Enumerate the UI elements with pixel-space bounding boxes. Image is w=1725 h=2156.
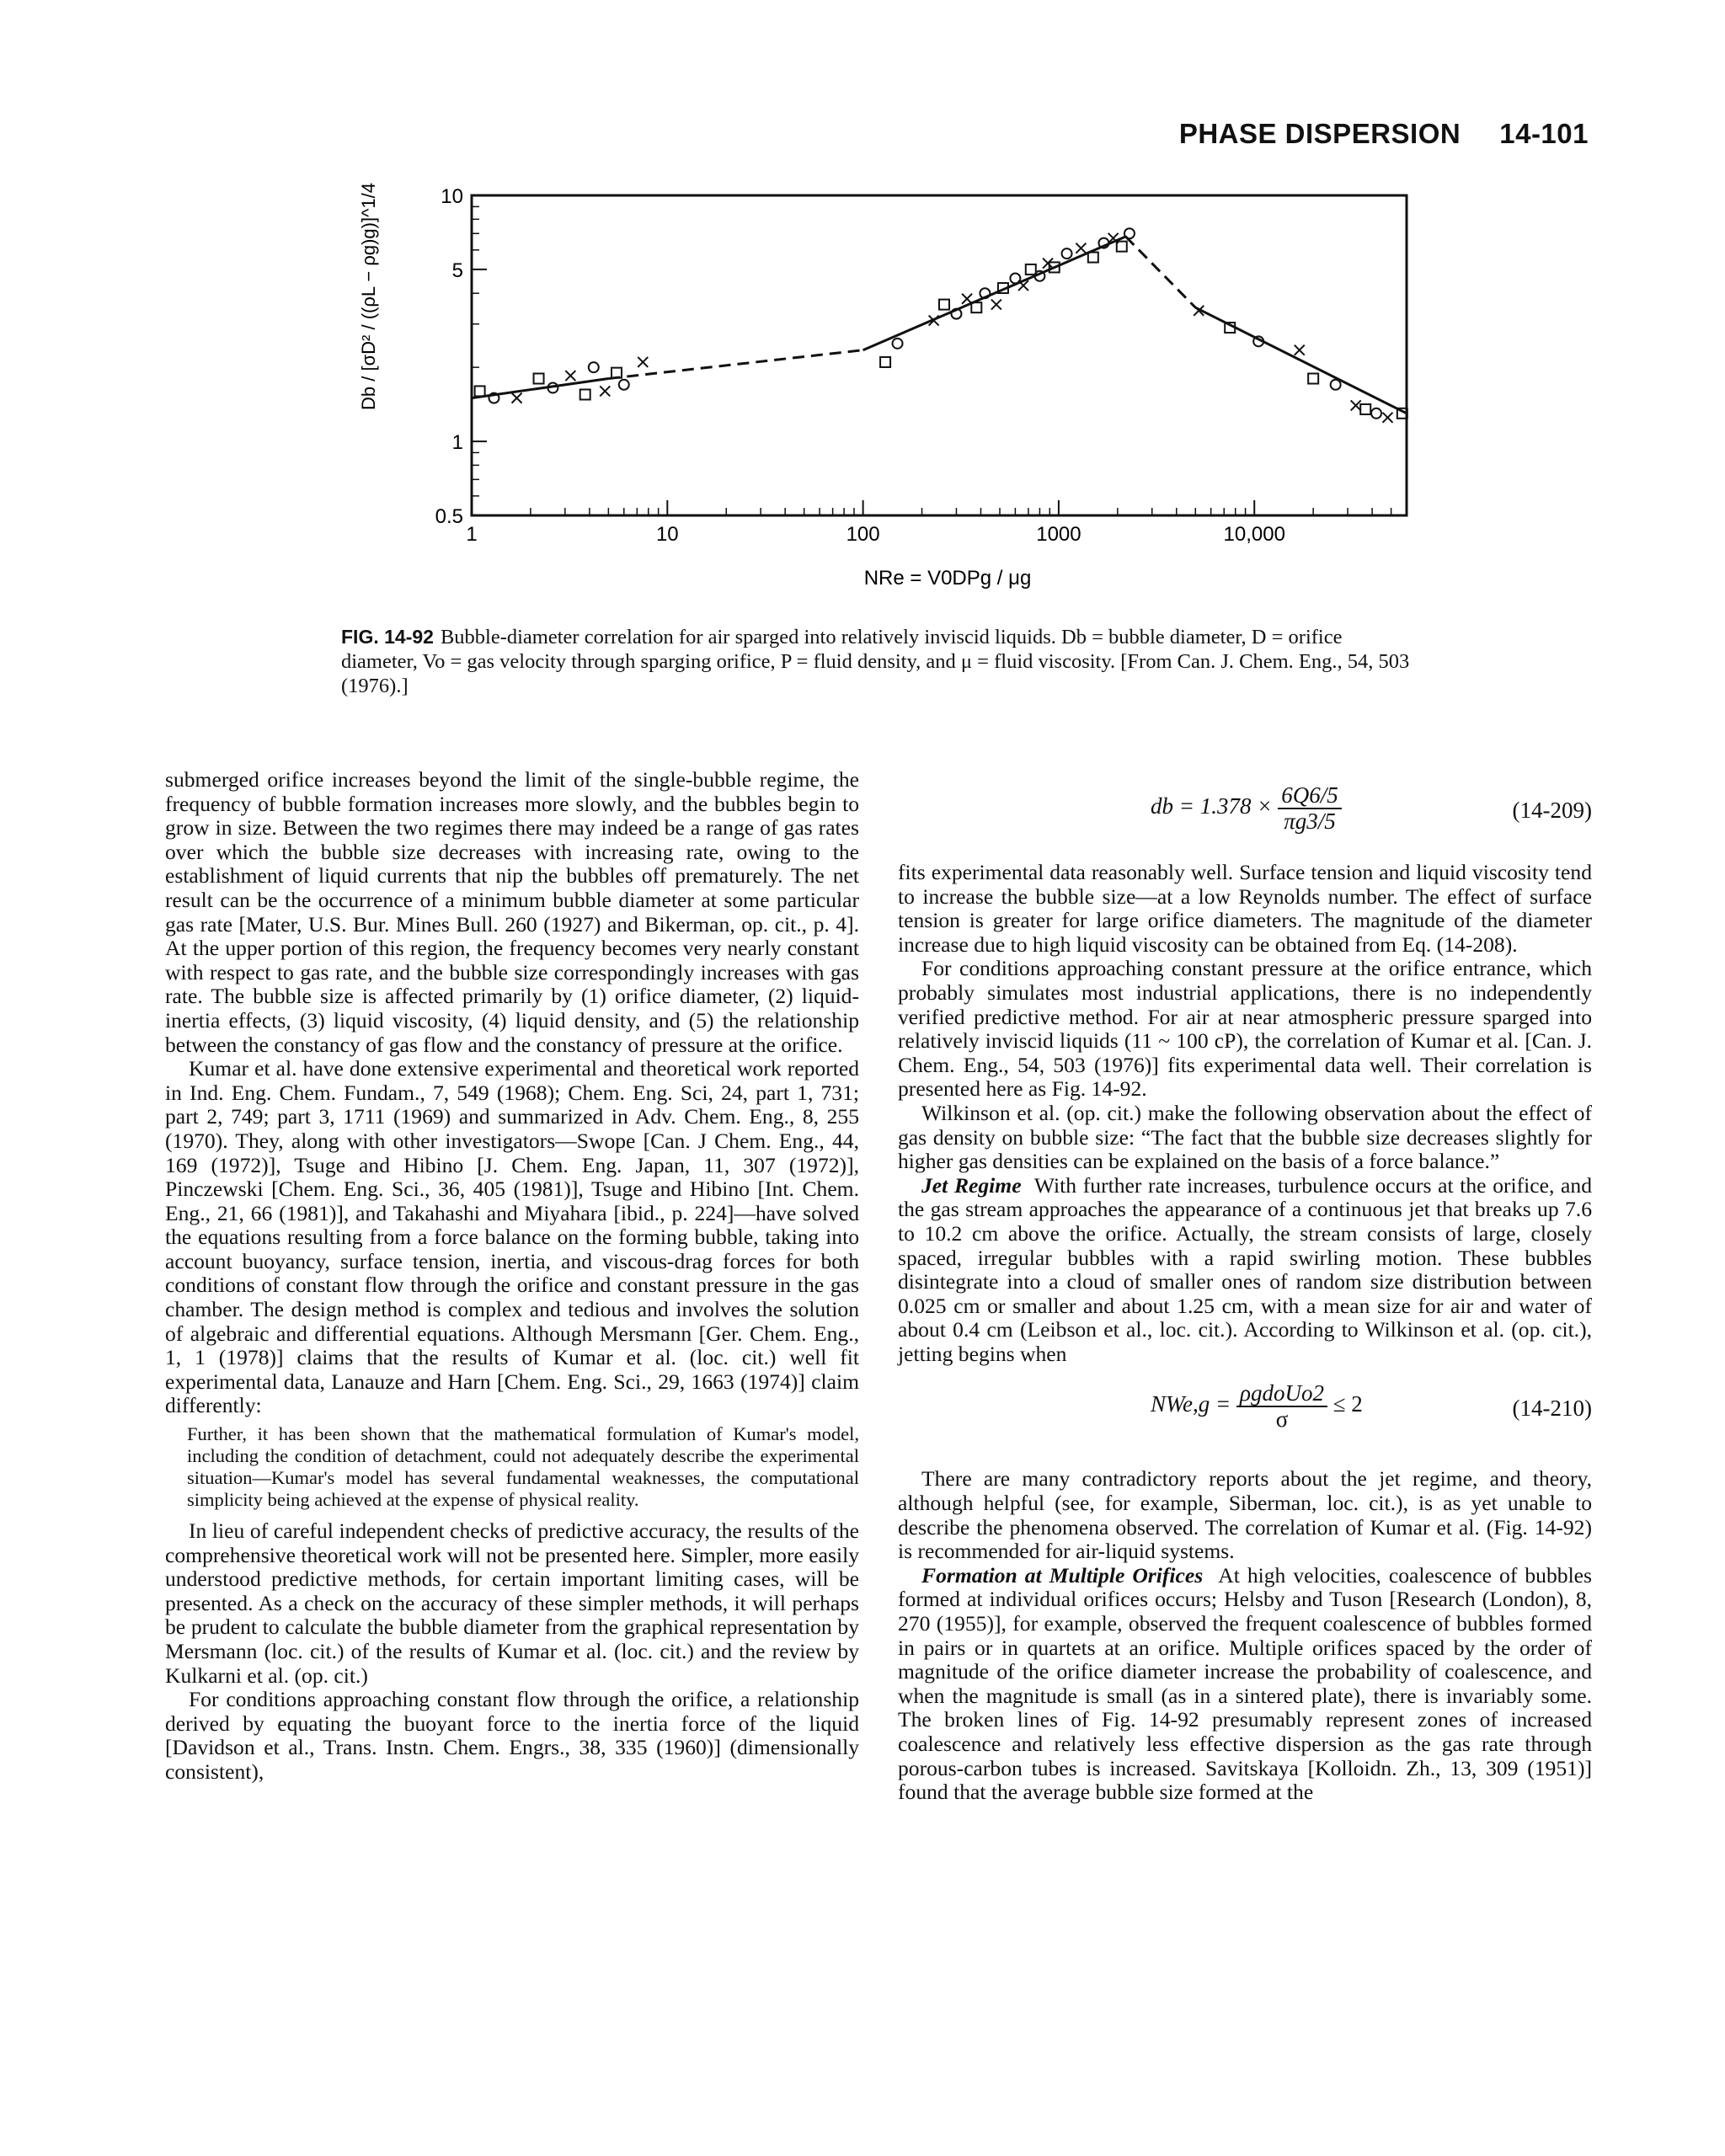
data-point	[991, 300, 1001, 310]
data-point	[475, 386, 485, 396]
data-point	[893, 339, 903, 349]
equation-14-210	[898, 1366, 1592, 1467]
figure-caption	[341, 625, 1419, 698]
data-point	[565, 371, 575, 381]
equation-lhs: db = 1.378 ×	[1151, 792, 1273, 819]
equation-denominator: πg3/5	[1284, 808, 1336, 834]
y-tick-label: 1	[451, 431, 463, 455]
data-point	[880, 357, 890, 367]
equation-number: (14-210)	[1512, 1396, 1592, 1422]
left-column	[165, 768, 859, 1785]
data-point	[962, 294, 972, 304]
x-axis-label: NRe = V0DPg / μg	[863, 567, 1032, 590]
right-column	[898, 768, 1592, 1805]
paragraph: For conditions approaching constant pressure at the orifice entrance, which probably simulates most industrial applications, there is no independently verified predictive method. For air at near atmospheric pressure sparged into relatively inviscid liquids (11 ~ 100 cP), the correlation of Kumar et al. [Can. J. Chem. Eng., 54, 503 (1976)] fits experimental data well. Their correlation is presented here as Fig. 14-92.	[898, 956, 1592, 1102]
bubble-diameter-chart	[341, 182, 1423, 625]
paragraph: fits experimental data reasonably well. Surface tension and liquid viscosity tend to increase the bubble size—at a low Reynolds number. The effect of surface tension is greater for large orifice diameters. The magnitude of the diameter increase due to high liquid viscosity can be obtained from Eq. (14-208).	[898, 860, 1592, 957]
equation-fraction	[1236, 1381, 1327, 1431]
block-quote: Further, it has been shown that the mathematical formulation of Kumar's model, including the condition of detachment, could not adequately describe the experimental situation—Kumar's model has several fundamental weaknesses, the computational simplicity being achieved at the expense of physical reality.	[187, 1423, 859, 1511]
equation-lhs: NWe,g =	[1151, 1391, 1231, 1417]
section-title: PHASE DISPERSION	[1178, 118, 1461, 149]
data-point	[619, 380, 629, 390]
figure-14-92	[341, 182, 1423, 625]
data-point	[600, 386, 610, 396]
paragraph	[898, 1564, 1592, 1805]
paragraph: For conditions approaching constant flow through the orifice, a relationship derived by equating the buoyant force to the inertia force of the liquid [Davidson et al., Trans. Instn. Chem. Engrs., 38, 335 (1960)] (dimensionally consistent),	[165, 1687, 859, 1784]
caption-text: Bubble-diameter correlation for air sparged into relatively inviscid liquids. Db = bubble diameter, D = orifice diameter, Vo = gas velocity through sparging orifice, P = fluid density, and μ = fluid viscosity. [From Can. J. Chem. Eng., 54, 503 (1976).]	[341, 626, 1410, 697]
y-axis-label	[358, 183, 379, 410]
paragraph-text: With further rate increases, turbulence occurs at the orifice, and the gas stream approaches the appearance of a continuous jet that breaks up 7.6 to 10.2 cm above the orifice. Actually, the stream consists of large, closely spaced, irregular bubbles with a rapid swirling motion. These bubbles disintegrate into a cloud of smaller ones of random size distribution between 0.025 cm or smaller and about 1.25 cm, with a mean size for air and water of about 0.4 cm (Leibson et al., loc. cit.). According to Wilkinson et al. (op. cit.), jetting begins when	[898, 1172, 1593, 1366]
data-point	[1295, 345, 1305, 355]
data-point	[1331, 380, 1341, 390]
equation-14-209	[898, 768, 1592, 861]
correlation-line	[863, 237, 1126, 350]
y-axis-label-text: Db / [σD² / ((ρL − ρg)g)]^1/4	[358, 182, 379, 411]
x-tick-label: 1	[466, 523, 478, 546]
paragraph: submerged orifice increases beyond the limit of the single-bubble regime, the frequency of bubble formation increases more slowly, and the bubbles begin to grow in size. Between the two regimes there may indeed be a range of gas rates over which the bubble size decreases with increasing rate, owing to the establishment of liquid currents that nip the bubbles off prematurely. The net result can be the occurrence of a minimum bubble diameter at some particular gas rate [Mater, U.S. Bur. Mines Bull. 260 (1927) and Bikerman, op. cit., p. 4]. At the upper portion of this region, the frequency becomes very nearly constant with respect to gas rate, and the bubble size correspondingly increases with gas rate. The bubble size is affected primarily by (1) orifice diameter, (2) liquid-inertia effects, (3) liquid viscosity, (4) liquid density, and (5) the relationship between the constancy of gas flow and the constancy of pressure at the orifice.	[165, 767, 859, 1057]
caption-label: FIG. 14-92	[341, 626, 434, 648]
equation-denominator: σ	[1275, 1406, 1289, 1433]
correlation-line	[472, 379, 608, 398]
data-point	[1360, 404, 1370, 414]
paragraph: Wilkinson et al. (op. cit.) make the following observation about the effect of gas density on bubble size: “The fact that the bubble size decreases slightly for higher gas densities can be explained on the basis of a force balance.”	[898, 1100, 1592, 1174]
y-tick-label: 10	[441, 185, 463, 208]
paragraph: Kumar et al. have done extensive experimental and theoretical work reported in Ind. Eng. Chem. Fundam., 7, 549 (1968); Chem. Eng. Sci, 24, part 1, 731; part 2, 749; part 3, 1711 (1969) and summarized in Adv. Chem. Eng., 8, 255 (1970). They, along with other investigators—Swope [Can. J Chem. Eng., 44, 169 (1972)], Tsuge and Hibino [J. Chem. Eng. Japan, 11, 307 (1972)], Pinczewski [Chem. Eng. Sci., 36, 405 (1981)], Tsuge and Hibino [Int. Chem. Eng., 21, 66 (1981)], and Takahashi and Miyahara [ibid., p. 224]—have solved the equations resulting from a force balance on the forming bubble, taking into account buoyancy, surface tension, inertia, and viscous-drag forces for both conditions of constant flow through the orifice and constant pressure in the gas chamber. The design method is complex and tedious and involves the solution of algebraic and differential equations. Although Mersmann [Ger. Chem. Eng., 1, 1 (1978)] claims that the results of Kumar et al. (loc. cit.) well fit experimental data, Lanauze and Harn [Chem. Eng. Sci., 29, 1663 (1974)] claim differently:	[165, 1056, 859, 1418]
paragraph: In lieu of careful independent checks of predictive accuracy, the results of the comprehensive theoretical work will not be presented here. Simpler, more easily understood predictive methods, for certain important limiting cases, will be presented. As a check on the accuracy of these simpler methods, it will perhaps be prudent to calculate the bubble diameter from the graphical representation by Mersmann (loc. cit.) of the results of Kumar et al. (loc. cit.) and the review by Kulkarni et al. (op. cit.)	[165, 1518, 859, 1688]
data-point	[1382, 413, 1392, 423]
data-point	[638, 357, 648, 367]
equation-rhs: ≤ 2	[1332, 1391, 1363, 1417]
correlation-line	[1126, 237, 1196, 307]
paragraph	[898, 1174, 1592, 1367]
data-point	[1351, 400, 1361, 410]
plot-frame	[472, 195, 1407, 515]
data-point	[1062, 248, 1072, 259]
equation-numerator: ρgdoUo2	[1236, 1381, 1327, 1407]
running-head	[1179, 118, 1589, 150]
page-number: 14-101	[1499, 118, 1589, 149]
section-heading-jet-regime: Jet Regime	[921, 1172, 1022, 1198]
data-point	[939, 300, 949, 310]
data-point	[512, 393, 522, 403]
data-point	[1371, 408, 1381, 419]
paragraph-text: At high velocities, coalescence of bubbles formed at individual orifices occurs; Helsby and Tuson [Research (London), 8, 270 (1955)], for example, observed the frequent coalescence of bubbles formed in pairs or in quartets at an orifice. Multiple orifices spaced by the order of magnitude of the orifice diameter increase the probability of coalescence, and when the magnitude is small (as in a sintered plate), there is invariably some. The broken lines of Fig. 14-92 presumably represent zones of increased coalescence and relatively less effective dispersion as the gas rate through porous-carbon tubes is increased. Savitskaya [Kolloidn. Zh., 13, 309 (1951)] found that the average bubble size formed at the	[898, 1562, 1592, 1805]
data-point	[1076, 243, 1086, 253]
data-point	[971, 302, 981, 312]
data-point	[1026, 264, 1036, 275]
y-tick-label: 5	[451, 259, 463, 282]
correlation-line	[608, 350, 862, 379]
data-point	[534, 374, 544, 384]
data-point	[1124, 228, 1135, 238]
x-tick-label: 10	[655, 523, 679, 546]
correlation-line	[1195, 307, 1407, 414]
data-point	[589, 362, 599, 372]
x-tick-label: 1000	[1036, 523, 1081, 546]
y-tick-label: 0.5	[435, 505, 463, 528]
x-tick-label: 10,000	[1223, 523, 1285, 546]
equation-numerator: 6Q6/5	[1278, 783, 1342, 809]
equation-number: (14-209)	[1512, 798, 1592, 823]
data-point	[1308, 374, 1318, 384]
x-tick-label: 100	[846, 523, 880, 546]
section-heading-multiple-orifices: Formation at Multiple Orifices	[921, 1562, 1204, 1588]
paragraph: There are many contradictory reports about the jet regime, and theory, although helpful (see, for example, Siberman, loc. cit.), is as yet unable to describe the phenomena observed. The correlation of Kumar et al. (Fig. 14-92) is recommended for air-liquid systems.	[898, 1466, 1592, 1564]
data-point	[580, 389, 590, 399]
data-point	[1088, 253, 1098, 263]
data-point	[1043, 259, 1053, 269]
equation-fraction	[1278, 783, 1342, 833]
